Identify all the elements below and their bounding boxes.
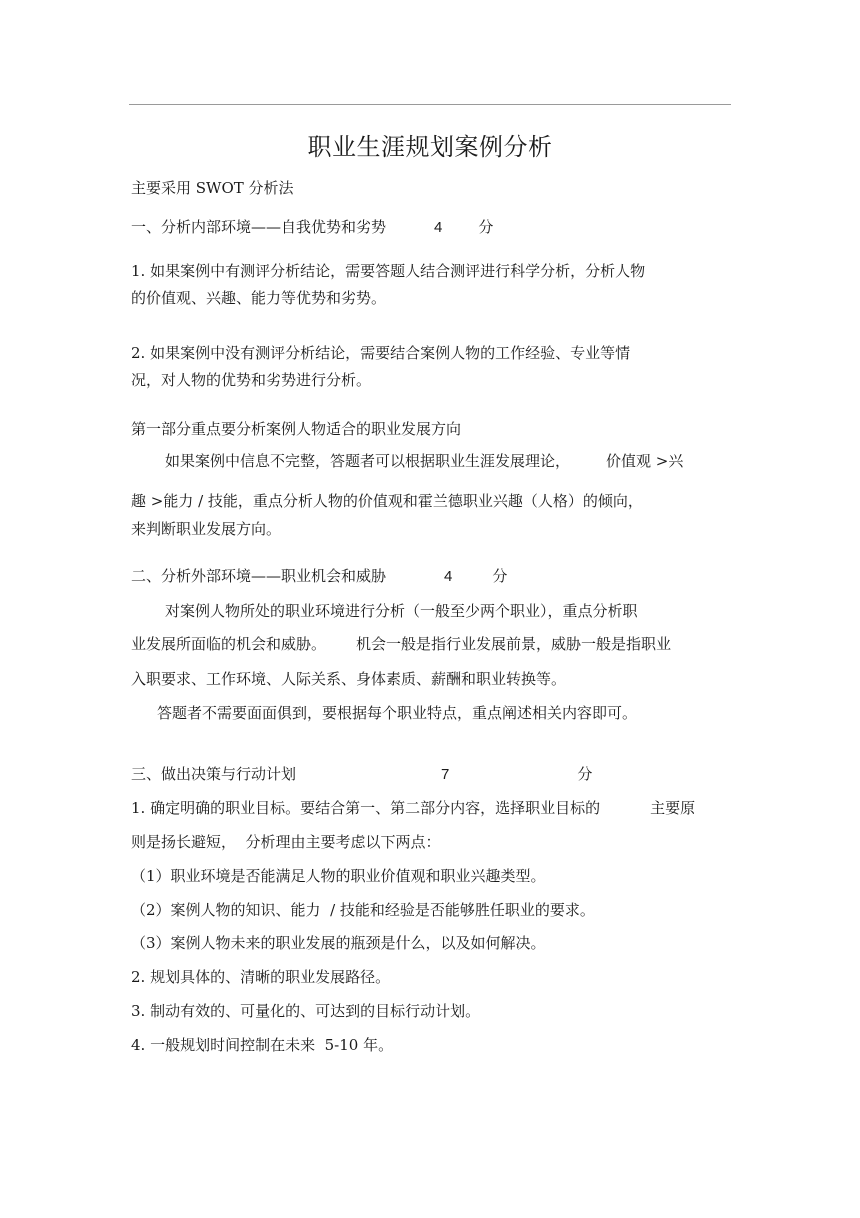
section2-heading: 二、分析外部环境——职业机会和威胁 bbox=[131, 567, 387, 585]
section1-p3-line1 bbox=[165, 451, 683, 471]
method-line: 主要采用 SWOT 分析法 bbox=[131, 179, 294, 197]
header-rule bbox=[129, 104, 731, 105]
section2-score: 4 bbox=[444, 568, 453, 585]
section2-p1-line2-a: 业发展所面临的机会和威胁。 bbox=[131, 635, 327, 653]
section3-item1-line1 bbox=[131, 798, 695, 818]
section3-item2: 2. 规划具体的、清晰的职业发展路径。 bbox=[131, 968, 391, 986]
section3-heading: 三、做出决策与行动计划 bbox=[131, 765, 297, 783]
section3-item3: 3. 制动有效的、可量化的、可达到的目标行动计划。 bbox=[131, 1002, 481, 1020]
section1-unit: 分 bbox=[478, 218, 494, 236]
section1-p2-line1: 2. 如果案例中没有测评分析结论，需要结合案例人物的工作经验、专业等情 bbox=[131, 344, 631, 362]
section3-item1-line2: 则是扬长避短， 分析理由主要考虑以下两点： bbox=[131, 833, 441, 851]
section3-item1-line1-b: 主要原 bbox=[650, 799, 696, 817]
section3-sub3: （3）案例人物未来的职业发展的瓶颈是什么，以及如何解决。 bbox=[131, 934, 546, 952]
section3-heading-row bbox=[131, 764, 592, 785]
section2-p1-line1: 对案例人物所处的职业环境进行分析（一般至少两个职业），重点分析职 bbox=[165, 602, 638, 620]
section1-heading: 一、分析内部环境——自我优势和劣势 bbox=[131, 218, 387, 236]
section1-focus: 第一部分重点要分析案例人物适合的职业发展方向 bbox=[131, 420, 462, 438]
section1-p1-line1: 1. 如果案例中有测评分析结论，需要答题人结合测评进行科学分析，分析人物 bbox=[131, 262, 646, 280]
section3-item4: 4. 一般规划时间控制在未来 5-10 年。 bbox=[131, 1036, 394, 1054]
section1-p3-line1-a: 如果案例中信息不完整，答题者可以根据职业生涯发展理论， bbox=[165, 452, 571, 470]
section2-heading-row bbox=[131, 566, 507, 587]
section2-p1-line2 bbox=[131, 634, 671, 654]
section1-p3-line1-b: 价值观 >兴 bbox=[606, 452, 684, 470]
section2-p1-line2-b: 机会一般是指行业发展前景，威胁一般是指职业 bbox=[356, 635, 672, 653]
section1-p2-line2: 况，对人物的优势和劣势进行分析。 bbox=[131, 371, 372, 389]
section2-p2: 答题者不需要面面俱到，要根据每个职业特点，重点阐述相关内容即可。 bbox=[157, 704, 638, 722]
section3-score: 7 bbox=[441, 766, 450, 783]
document-title: 职业生涯规划案例分析 bbox=[307, 133, 553, 161]
section1-p1-line2: 的价值观、兴趣、能力等优势和劣势。 bbox=[131, 289, 387, 307]
section2-unit: 分 bbox=[492, 567, 508, 585]
section1-p3-line3: 来判断职业发展方向。 bbox=[131, 520, 282, 538]
section2-p1-line3: 入职要求、工作环境、人际关系、身体素质、薪酬和职业转换等。 bbox=[131, 670, 567, 688]
section1-p3-line2: 趣 >能力 / 技能，重点分析人物的价值观和霍兰德职业兴趣（人格）的倾向， bbox=[131, 492, 643, 510]
section1-score: 4 bbox=[434, 219, 443, 236]
section3-sub1: （1）职业环境是否能满足人物的职业价值观和职业兴趣类型。 bbox=[131, 867, 546, 885]
section1-heading-row bbox=[131, 217, 493, 238]
section3-item1-line1-a: 1. 确定明确的职业目标。要结合第一、第二部分内容，选择职业目标的 bbox=[131, 799, 601, 817]
section3-sub2: （2）案例人物的知识、能力 / 技能和经验是否能够胜任职业的要求。 bbox=[131, 901, 595, 919]
section3-unit: 分 bbox=[577, 765, 593, 783]
